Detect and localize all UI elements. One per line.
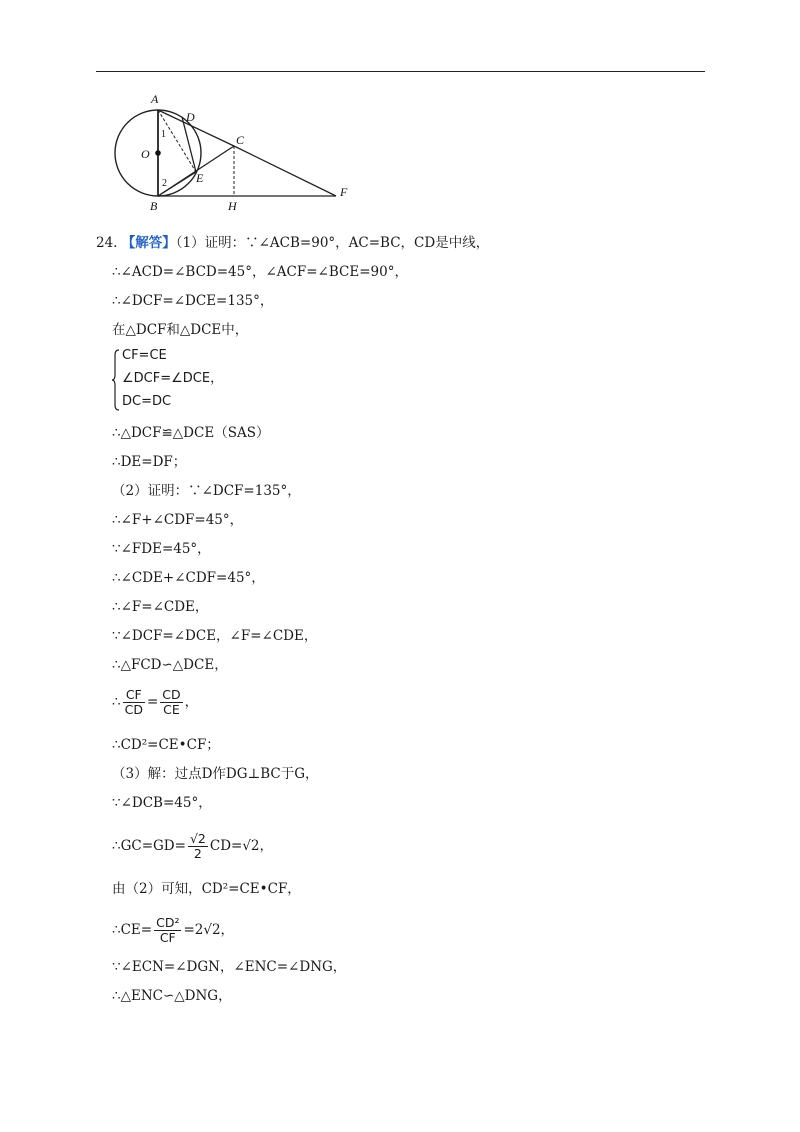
problem-heading	[96, 234, 489, 252]
problem-number: 24.	[96, 235, 118, 251]
fraction-denominator: 2	[188, 846, 208, 861]
eq-tail: =2√2，	[183, 922, 235, 938]
fraction-cf-cd	[123, 688, 145, 717]
geometry-figure	[104, 90, 364, 215]
label-d: D	[186, 110, 195, 124]
label-e: E	[196, 171, 204, 185]
eq-prefix: ∴CE=	[112, 922, 153, 938]
solution-line: ∵∠FDE=45°，	[112, 541, 211, 557]
solution-line: ∵∠ECN=∠DGN，∠ENC=∠DNG，	[112, 959, 347, 975]
fraction-cd2-over-cf	[154, 916, 181, 945]
solution-line: ∴∠CDE+∠CDF=45°，	[112, 570, 265, 586]
segment-cf	[234, 146, 336, 196]
equation-gc	[112, 832, 273, 861]
equation-ratio	[112, 688, 198, 717]
system-line: DC=DC	[122, 394, 172, 409]
fraction-cd-ce	[160, 688, 182, 717]
solution-line: ∴DE=DF；	[112, 454, 187, 470]
fraction-denominator: CF	[154, 930, 181, 945]
system-brace	[112, 349, 120, 411]
label-h: H	[228, 199, 237, 213]
label-angle-1: 1	[161, 129, 166, 140]
label-a: A	[151, 92, 159, 106]
label-o: O	[141, 147, 150, 161]
equation-ce	[112, 916, 234, 945]
fraction-numerator: CF	[125, 687, 142, 702]
fraction-root2-over-2	[188, 832, 208, 861]
system-line: CF=CE	[122, 348, 167, 363]
solution-line: ∴CD²=CE•CF；	[112, 737, 220, 753]
solution-line: 由（2）可知，CD²=CE•CF，	[112, 881, 301, 897]
answer-tag: 【解答】	[121, 235, 176, 251]
system-line: ∠DCF=∠DCE，	[122, 371, 224, 386]
eq-suffix: ，	[184, 694, 199, 710]
solution-line: ∴△FCD∽△DCE，	[112, 657, 228, 673]
eq-sign: =	[146, 694, 159, 710]
solution-line: （2）证明：∵∠DCF=135°，	[112, 483, 301, 499]
eq-tail: √2，	[242, 838, 274, 854]
solution-line: ∴∠F=∠CDE，	[112, 599, 209, 615]
solution-line: ∴∠DCF=∠DCE=135°，	[112, 293, 274, 309]
fraction-numerator: CD	[162, 687, 181, 702]
fraction-numerator: √2	[189, 831, 206, 846]
solution-line: （3）解：过点D作DG⊥BC于G，	[112, 766, 319, 782]
eq-prefix: ∴GC=GD=	[112, 838, 186, 854]
fraction-denominator: CE	[160, 702, 182, 717]
header-rule	[96, 71, 705, 72]
center-point-o	[155, 150, 161, 156]
label-angle-2: 2	[162, 178, 167, 189]
fraction-denominator: CD	[124, 702, 143, 717]
eq-prefix: ∴	[112, 694, 121, 710]
solution-line: ∴△ENC∽△DNG，	[112, 988, 232, 1004]
solution-line: ∴∠F+∠CDF=45°，	[112, 512, 244, 528]
label-c: C	[236, 133, 245, 147]
eq-middle: CD=	[209, 838, 243, 854]
fraction-numerator: CD²	[156, 915, 180, 930]
solution-line: 在△DCF和△DCE中，	[112, 322, 249, 338]
solution-line: ∵∠DCB=45°，	[112, 795, 212, 811]
solution-line: ∵∠DCF=∠DCE，∠F=∠CDE，	[112, 628, 318, 644]
label-f: F	[340, 185, 348, 199]
solution-line: ∴△DCF≌△DCE（SAS）	[112, 425, 270, 441]
solution-line: （1）证明：∵∠ACB=90°，AC=BC，CD是中线，	[175, 235, 490, 251]
label-b: B	[150, 199, 158, 213]
solution-line: ∴∠ACD=∠BCD=45°，∠ACF=∠BCE=90°，	[112, 264, 408, 280]
